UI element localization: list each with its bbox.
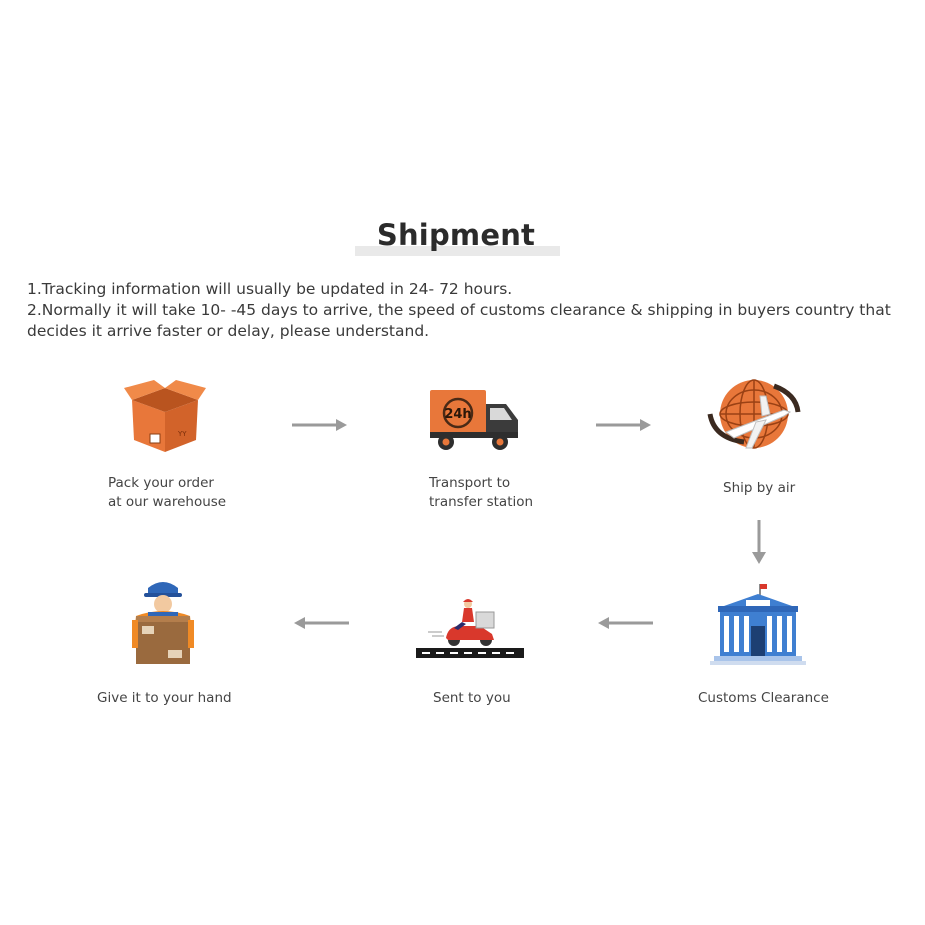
step-pack-line2: at our warehouse	[108, 494, 227, 510]
step-customs-label: Customs Clearance	[698, 690, 829, 706]
step-transport-label	[429, 474, 533, 512]
step-sent-label: Sent to you	[433, 690, 511, 706]
arrow-right-icon	[594, 418, 654, 432]
arrow-left-icon	[291, 616, 351, 630]
step-pack-line1: Pack your order	[108, 475, 214, 491]
courier-icon	[128, 576, 198, 668]
note-line-1: 1.Tracking information will usually be updated in 24- 72 hours.	[27, 280, 513, 298]
note-line-2: 2.Normally it will take 10- -45 days to arrive, the speed of customs clearance & shipping in buyers country that	[27, 301, 891, 319]
arrow-right-icon	[290, 418, 350, 432]
customs-building-icon	[710, 582, 806, 668]
arrow-down-icon	[751, 518, 767, 566]
step-transport-line2: transfer station	[429, 494, 534, 510]
truck-icon	[428, 386, 522, 454]
svg-text:YY: YY	[178, 430, 187, 438]
note-line-3: decides it arrive faster or delay, please understand.	[27, 322, 430, 340]
page-title: Shipment	[376, 218, 536, 252]
step-pack-label	[108, 474, 226, 512]
shipping-notes	[27, 279, 907, 342]
step-transport-line1: Transport to	[429, 475, 511, 491]
scooter-delivery-icon	[414, 596, 526, 662]
truck-badge: 24h	[444, 407, 472, 422]
box-icon	[122, 378, 208, 454]
step-hand-label: Give it to your hand	[97, 690, 232, 706]
arrow-left-icon	[595, 616, 655, 630]
globe-plane-icon	[704, 376, 804, 458]
step-air-label: Ship by air	[723, 480, 796, 496]
